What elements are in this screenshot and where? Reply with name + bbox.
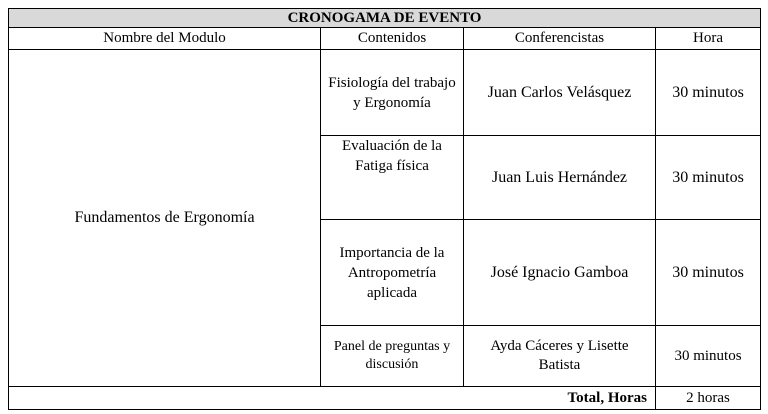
total-row	[9, 387, 761, 410]
header-module: Nombre del Modulo	[9, 28, 321, 50]
row-time: 30 minutos	[656, 50, 761, 136]
row-contents: Evaluación de la Fatiga física	[321, 136, 464, 220]
module-name: Fundamentos de Ergonomía	[9, 50, 321, 387]
row-speaker: Juan Carlos Velásquez	[464, 50, 656, 136]
total-label: Total, Horas	[9, 387, 656, 410]
row-contents: Fisiología del trabajo y Ergonomía	[321, 50, 464, 136]
header-contents: Contenidos	[321, 28, 464, 50]
total-value: 2 horas	[656, 387, 761, 410]
header-row	[9, 28, 761, 50]
row-time: 30 minutos	[656, 326, 761, 387]
row-contents: Importancia de la Antropometría aplicada	[321, 220, 464, 326]
event-schedule-table	[8, 8, 761, 410]
row-speaker: Juan Luis Hernández	[464, 136, 656, 220]
header-speakers: Conferencistas	[464, 28, 656, 50]
row-speaker: José Ignacio Gamboa	[464, 220, 656, 326]
header-time: Hora	[656, 28, 761, 50]
row-time: 30 minutos	[656, 136, 761, 220]
row-time: 30 minutos	[656, 220, 761, 326]
row-contents: Panel de preguntas y discusión	[321, 326, 464, 387]
table-row	[9, 50, 761, 136]
row-speaker: Ayda Cáceres y Lisette Batista	[464, 326, 656, 387]
table-title: CRONOGAMA DE EVENTO	[9, 9, 761, 28]
